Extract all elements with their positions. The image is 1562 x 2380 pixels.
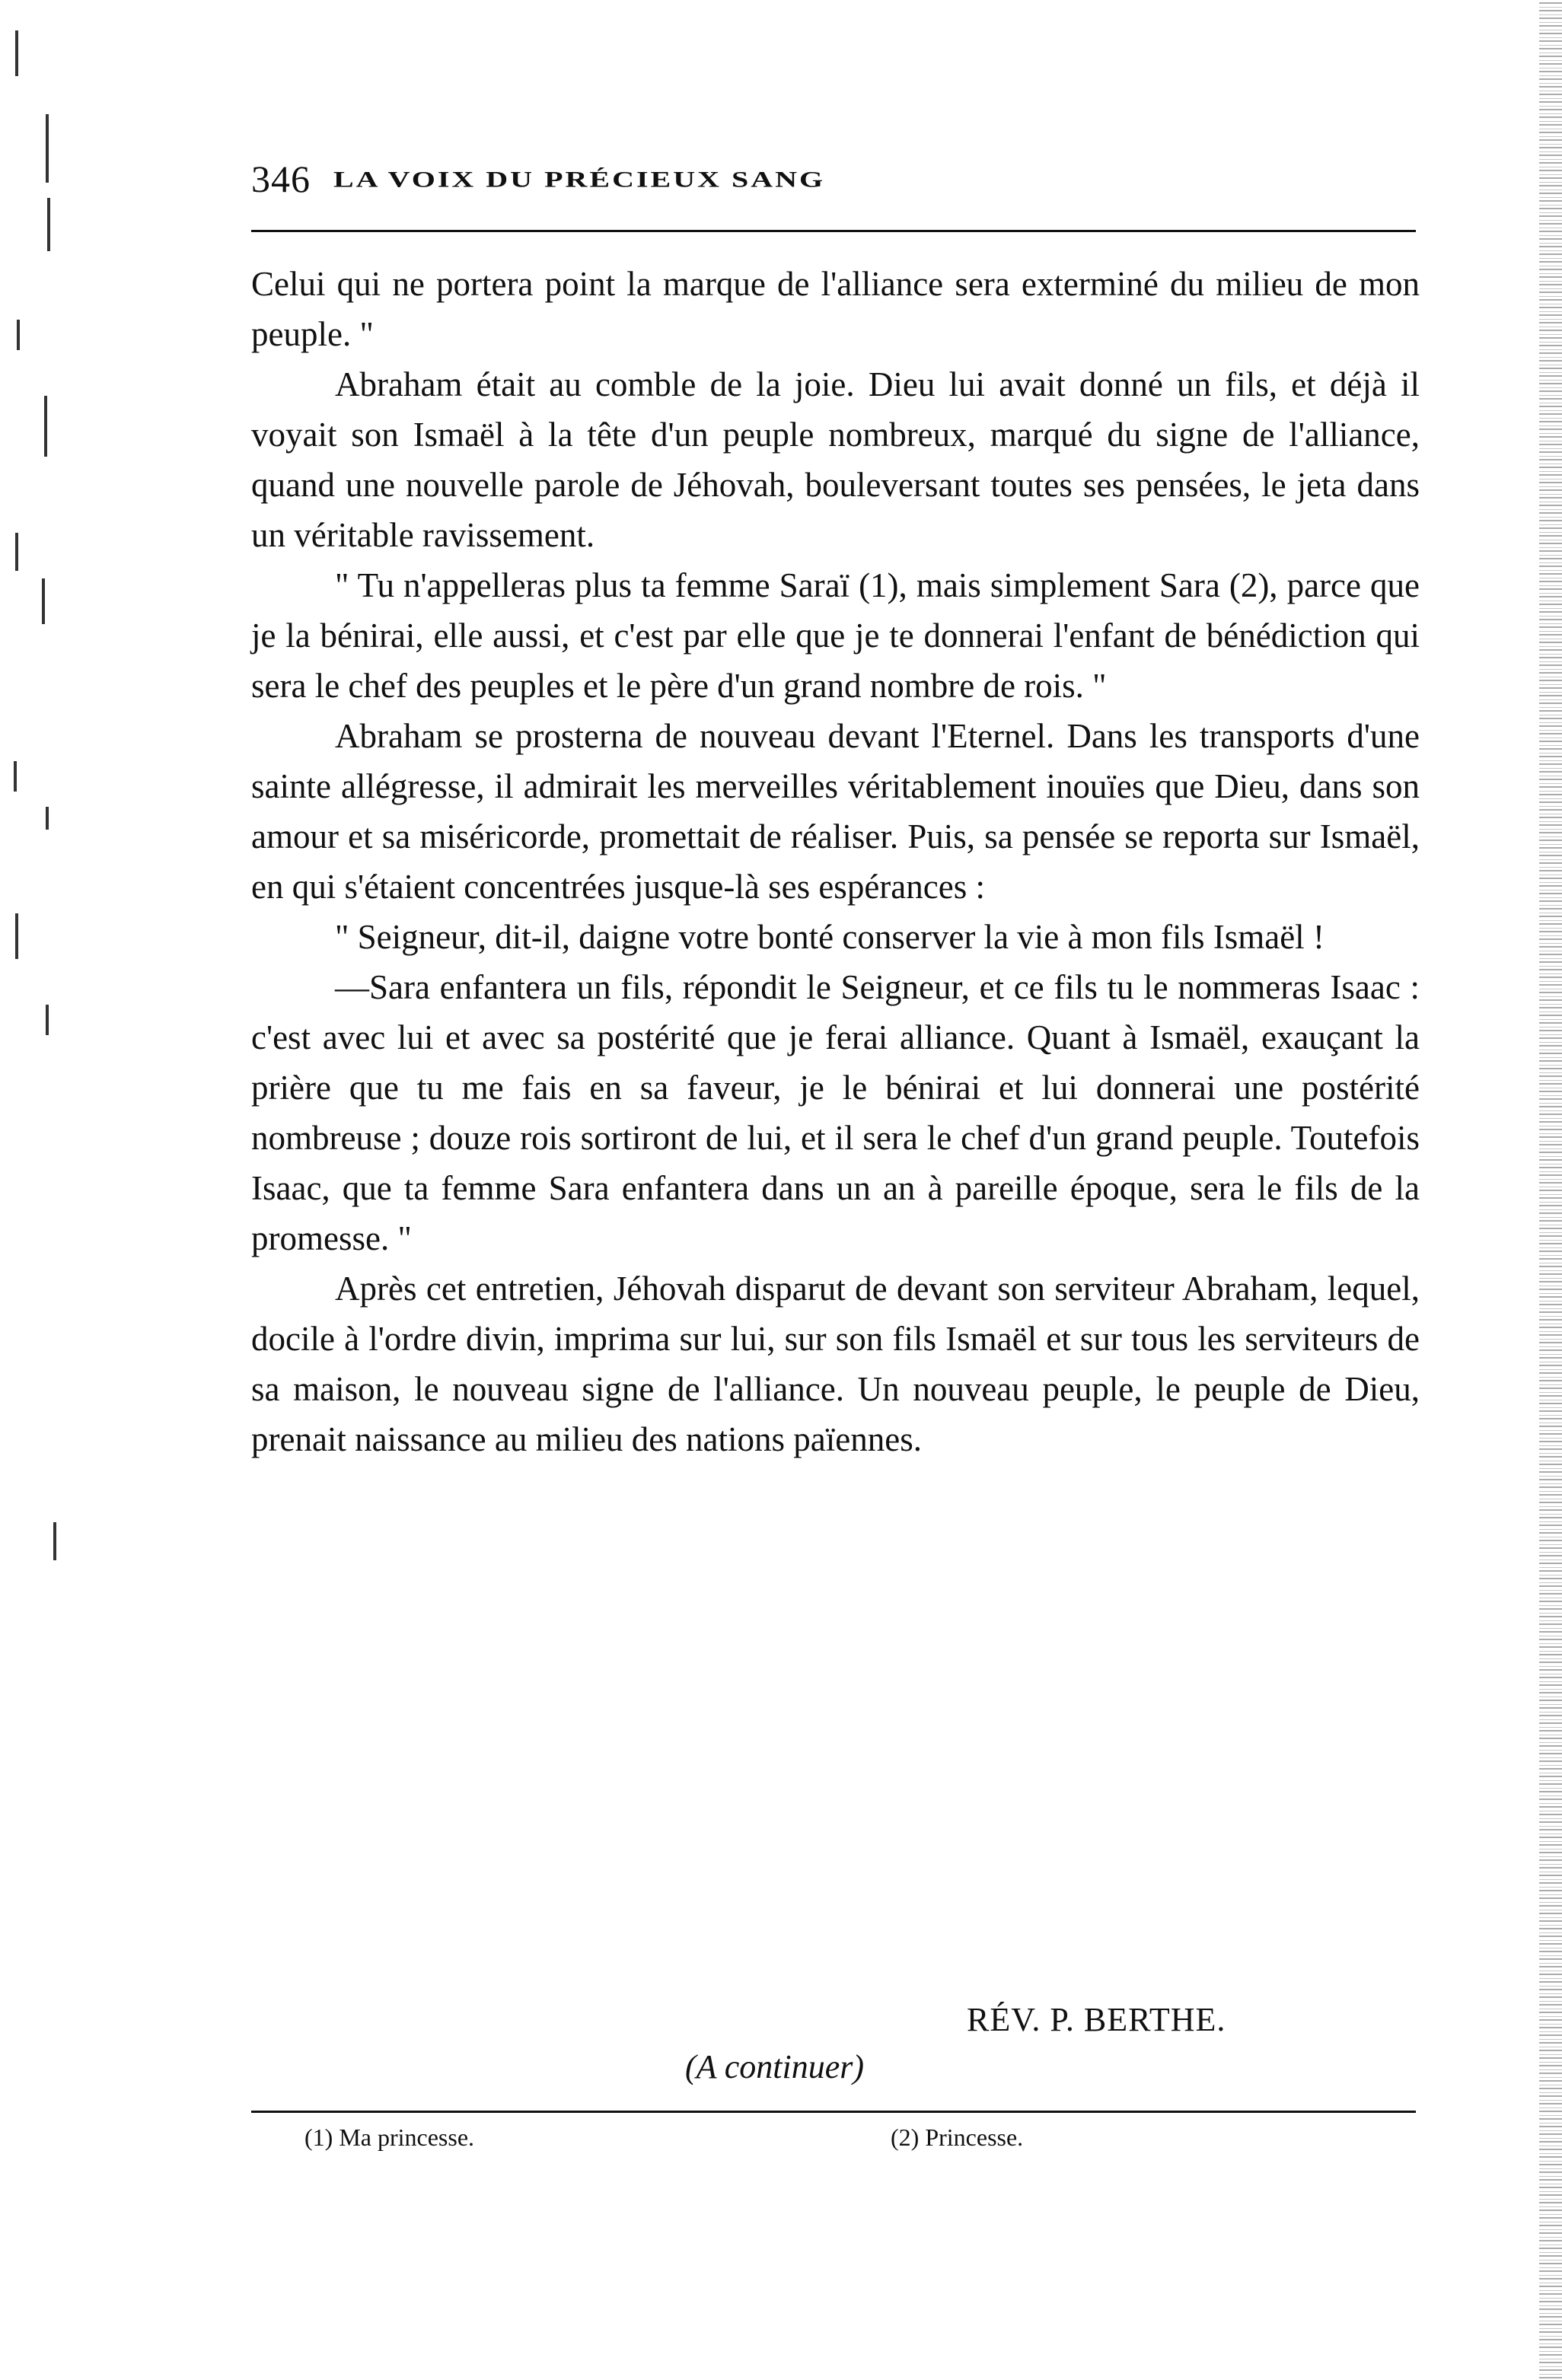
paragraph: —Sara enfantera un fils, répondit le Seigneur, et ce fils tu le nommeras Isaac : c'est avec lui et avec sa postérité que je ferai alliance. Quant à Ismaël, exauçant la prière que tu me fais en sa faveur, je le bénirai et lui donnerai une postérité nombreuse ; douze rois sortiront de lui, et il sera le chef d'un grand peuple. Toutefois Isaac, que ta femme Sara enfantera dans un an à pareille époque, sera le fils de la promesse. " [251, 968, 1420, 1257]
footnote-1: (1) Ma princesse. [304, 2124, 475, 2151]
footnote-2: (2) Princesse. [891, 2124, 1024, 2151]
scan-left-edge [0, 0, 69, 2380]
paragraph: Abraham se prosterna de nouveau devant l'Eternel. Dans les transports d'une sainte allégresse, il admirait les merveilles véritablement inouïes que Dieu, dans son amour et sa miséricorde, promettait de réaliser. Puis, sa pensée se reporta sur Ismaël, en qui s'étaient concentrées jusque-là ses espérances : [251, 717, 1420, 906]
scan-right-edge [1539, 0, 1562, 2380]
paragraph: " Seigneur, dit-il, daigne votre bonté conserver la vie à mon fils Ismaël ! [335, 918, 1325, 956]
footnote-rule [251, 2111, 1416, 2113]
continued-note: (A continuer) [685, 2048, 865, 2085]
running-title: LA VOIX DU PRÉCIEUX SANG [333, 166, 826, 192]
page-number: 346 [251, 158, 311, 200]
paragraph: Celui qui ne portera point la marque de l'alliance sera exterminé du milieu de mon peuple. " [251, 265, 1420, 353]
body-text [251, 259, 1420, 1464]
paragraph: " Tu n'appelleras plus ta femme Saraï (1), mais simplement Sara (2), parce que je la bénirai, elle aussi, et c'est par elle que je te donnerai l'enfant de bénédiction qui sera le chef des peuples et le père d'un grand nombre de rois. " [251, 566, 1420, 705]
author-signature: RÉV. P. BERTHE. [967, 2001, 1226, 2038]
footnotes [304, 2124, 1294, 2152]
paragraph: Abraham était au comble de la joie. Dieu lui avait donné un fils, et déjà il voyait son Ismaël à la tête d'un peuple nombreux, marqué du signe de l'alliance, quand une nouvelle parole de Jéhovah, bouleversant toutes ses pensées, le jeta dans un véritable ravissement. [251, 365, 1420, 554]
header-rule [251, 230, 1416, 232]
page-header [251, 152, 1423, 206]
paragraph: Après cet entretien, Jéhovah disparut de devant son serviteur Abraham, lequel, docile à l'ordre divin, imprima sur lui, sur son fils Ismaël et sur tous les serviteurs de sa maison, le nouveau signe de l'alliance. Un nouveau peuple, le peuple de Dieu, prenait naissance au milieu des nations païennes. [251, 1270, 1420, 1458]
